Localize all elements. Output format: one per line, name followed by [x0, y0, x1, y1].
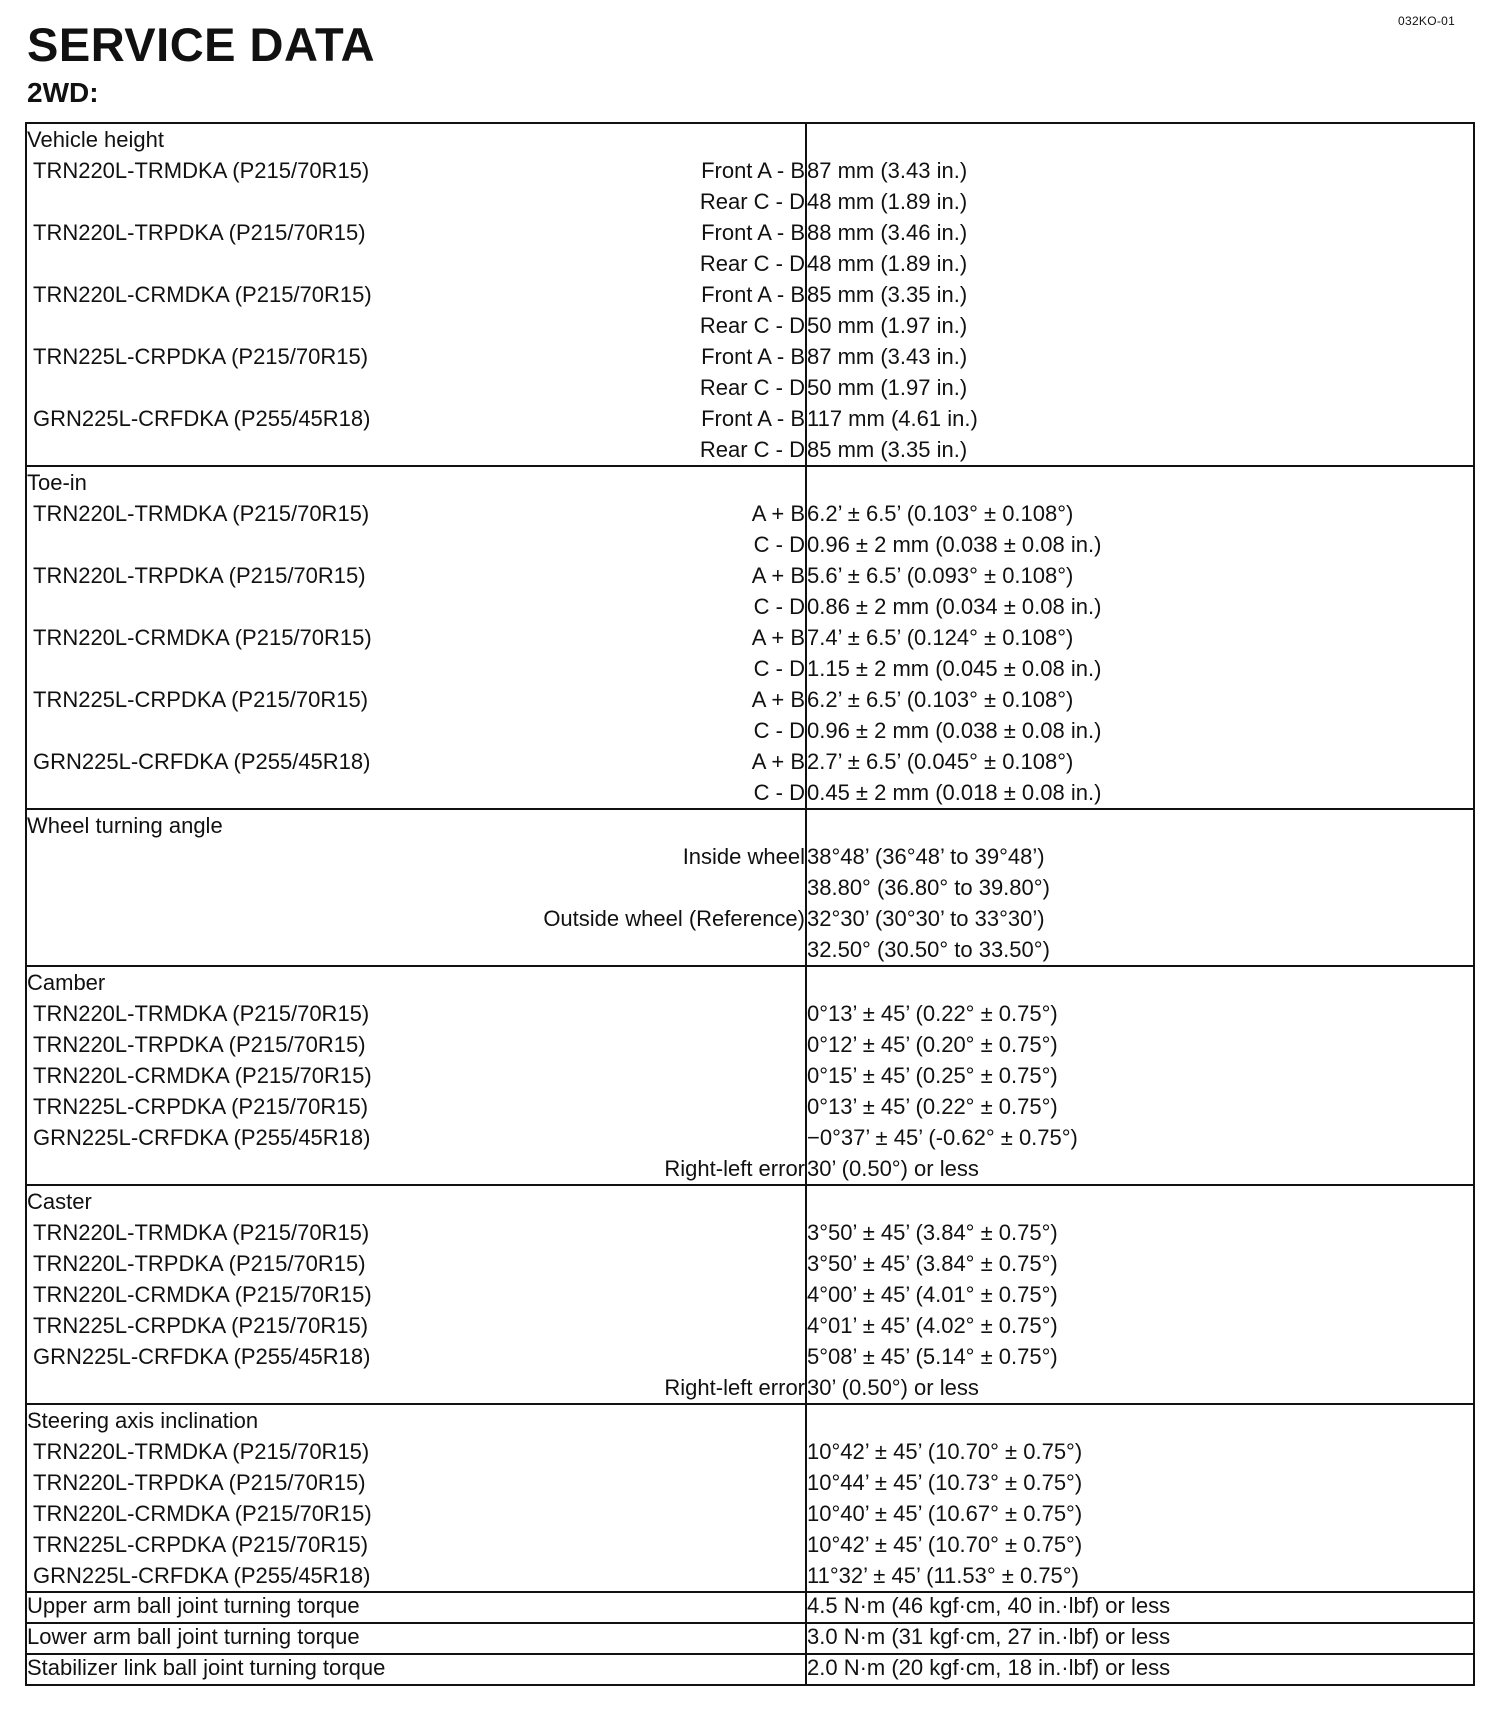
spec-value: −0°37’ ± 45’ (-0.62° ± 0.75°) [807, 1125, 1078, 1150]
spec-value: 38.80° (36.80° to 39.80°) [807, 875, 1050, 900]
measurement-condition: Front A - B [701, 282, 805, 307]
spec-row-label [27, 1122, 805, 1153]
measurement-condition: A + B [751, 687, 805, 712]
measurement-condition: Right-left error [664, 1156, 805, 1181]
section-title: Steering axis inclination [27, 1408, 259, 1433]
spec-value: 87 mm (3.43 in.) [807, 344, 968, 369]
service-data-table [25, 122, 1475, 1686]
spec-value: 4°00’ ± 45’ (4.01° ± 0.75°) [807, 1282, 1058, 1307]
spec-row-label [27, 872, 805, 903]
spec-row-label [27, 1029, 805, 1060]
section-steering-axis-inclination-values [806, 1404, 1474, 1592]
section-title-spacer [807, 1186, 1473, 1217]
section-title-spacer [807, 967, 1473, 998]
row-upper-arm-ball-joint-turning-torque [26, 1592, 1474, 1623]
section-camber [26, 966, 1474, 1185]
section-camber-labels [26, 966, 806, 1185]
section-wheel-turning-angle-values [806, 809, 1474, 966]
spec-value: 10°42’ ± 45’ (10.70° ± 0.75°) [807, 1439, 1083, 1464]
spec-value: 10°42’ ± 45’ (10.70° ± 0.75°) [807, 1532, 1083, 1557]
section-title: Vehicle height [27, 127, 164, 152]
measurement-condition: C - D [753, 718, 805, 743]
measurement-condition: C - D [753, 656, 805, 681]
spec-row-label [27, 529, 805, 560]
section-title-spacer [807, 124, 1473, 155]
section-title-spacer [807, 1405, 1473, 1436]
spec-row-label [27, 372, 805, 403]
spec-row-label [27, 1279, 805, 1310]
spec-row-label [27, 403, 805, 434]
spec-value: 5.6’ ± 6.5’ (0.093° ± 0.108°) [807, 563, 1074, 588]
model-code: TRN220L-CRMDKA (P215/70R15) [33, 1501, 372, 1526]
row-stabilizer-link-ball-joint-turning-torque [26, 1654, 1474, 1685]
measurement-condition: Front A - B [701, 220, 805, 245]
measurement-condition: Rear C - D [699, 251, 805, 276]
spec-value: 0.86 ± 2 mm (0.034 ± 0.08 in.) [807, 594, 1102, 619]
spec-value: 6.2’ ± 6.5’ (0.103° ± 0.108°) [807, 687, 1074, 712]
spec-value: 0.96 ± 2 mm (0.038 ± 0.08 in.) [807, 718, 1102, 743]
model-code: TRN220L-TRPDKA (P215/70R15) [33, 1032, 366, 1057]
spec-value: 0.45 ± 2 mm (0.018 ± 0.08 in.) [807, 780, 1102, 805]
service-data-table-body [26, 123, 1474, 1685]
section-toe-in [26, 466, 1474, 809]
model-code: TRN220L-TRMDKA (P215/70R15) [33, 1220, 370, 1245]
spec-value: 4.5 N·m (46 kgf·cm, 40 in.·lbf) or less [806, 1592, 1474, 1623]
model-code: TRN220L-TRPDKA (P215/70R15) [33, 1470, 366, 1495]
spec-row-label [27, 1091, 805, 1122]
page-subtitle: 2WD: [27, 77, 99, 108]
section-vehicle-height-labels [26, 123, 806, 466]
measurement-condition: A + B [751, 749, 805, 774]
model-code: TRN225L-CRPDKA (P215/70R15) [33, 344, 369, 369]
spec-value: 50 mm (1.97 in.) [807, 375, 968, 400]
row-lower-arm-ball-joint-turning-torque [26, 1623, 1474, 1654]
spec-row-label [27, 1341, 805, 1372]
section-wheel-turning-angle [26, 809, 1474, 966]
spec-value: 11°32’ ± 45’ (11.53° ± 0.75°) [807, 1563, 1079, 1588]
spec-label: Stabilizer link ball joint turning torque [26, 1654, 806, 1685]
spec-row-label [27, 1248, 805, 1279]
spec-row-label [27, 653, 805, 684]
spec-value: 32.50° (30.50° to 33.50°) [807, 937, 1050, 962]
spec-row-label [27, 1560, 805, 1591]
spec-row-label [27, 715, 805, 746]
spec-row-label [27, 310, 805, 341]
spec-row-label [27, 591, 805, 622]
spec-value: 30’ (0.50°) or less [807, 1156, 979, 1181]
measurement-condition: Inside wheel [682, 844, 805, 869]
spec-row-label [27, 498, 805, 529]
page-title: SERVICE DATA [27, 18, 376, 71]
section-toe-in-values [806, 466, 1474, 809]
spec-value: 30’ (0.50°) or less [807, 1375, 979, 1400]
section-vehicle-height-values [806, 123, 1474, 466]
measurement-condition: Front A - B [701, 344, 805, 369]
spec-value: 7.4’ ± 6.5’ (0.124° ± 0.108°) [807, 625, 1074, 650]
spec-value: 1.15 ± 2 mm (0.045 ± 0.08 in.) [807, 656, 1102, 681]
spec-value: 48 mm (1.89 in.) [807, 251, 968, 276]
model-code: TRN220L-TRMDKA (P215/70R15) [33, 501, 370, 526]
section-caster-values [806, 1185, 1474, 1404]
spec-row-label [27, 1310, 805, 1341]
section-toe-in-labels [26, 466, 806, 809]
section-title: Wheel turning angle [27, 813, 223, 838]
section-steering-axis-inclination-labels [26, 1404, 806, 1592]
spec-row-label [27, 903, 805, 934]
spec-value: 85 mm (3.35 in.) [807, 282, 968, 307]
measurement-condition: A + B [751, 501, 805, 526]
spec-row-label [27, 279, 805, 310]
spec-value: 50 mm (1.97 in.) [807, 313, 968, 338]
spec-value: 6.2’ ± 6.5’ (0.103° ± 0.108°) [807, 501, 1074, 526]
spec-value: 3.0 N·m (31 kgf·cm, 27 in.·lbf) or less [806, 1623, 1474, 1654]
spec-row-label [27, 560, 805, 591]
model-code: TRN220L-TRPDKA (P215/70R15) [33, 563, 366, 588]
model-code: GRN225L-CRFDKA (P255/45R18) [33, 1563, 371, 1588]
section-caster [26, 1185, 1474, 1404]
spec-value: 0°13’ ± 45’ (0.22° ± 0.75°) [807, 1094, 1058, 1119]
spec-value: 0°12’ ± 45’ (0.20° ± 0.75°) [807, 1032, 1058, 1057]
spec-row-label [27, 1372, 805, 1403]
spec-value: 88 mm (3.46 in.) [807, 220, 968, 245]
spec-value: 10°44’ ± 45’ (10.73° ± 0.75°) [807, 1470, 1083, 1495]
spec-row-label [27, 434, 805, 465]
section-title: Toe-in [27, 470, 87, 495]
model-code: TRN220L-TRMDKA (P215/70R15) [33, 1439, 370, 1464]
model-code: TRN225L-CRPDKA (P215/70R15) [33, 1313, 369, 1338]
measurement-condition: Rear C - D [699, 375, 805, 400]
spec-row-label [27, 1467, 805, 1498]
model-code: TRN220L-CRMDKA (P215/70R15) [33, 625, 372, 650]
section-vehicle-height [26, 123, 1474, 466]
measurement-condition: A + B [751, 563, 805, 588]
spec-label: Lower arm ball joint turning torque [26, 1623, 806, 1654]
spec-row-label [27, 1529, 805, 1560]
spec-row-label [27, 622, 805, 653]
spec-row-label [27, 1498, 805, 1529]
model-code: TRN220L-CRMDKA (P215/70R15) [33, 1063, 372, 1088]
model-code: TRN220L-CRMDKA (P215/70R15) [33, 1282, 372, 1307]
model-code: TRN220L-TRMDKA (P215/70R15) [33, 1001, 370, 1026]
spec-value: 38°48’ (36°48’ to 39°48’) [807, 844, 1045, 869]
spec-value: 48 mm (1.89 in.) [807, 189, 968, 214]
section-caster-labels [26, 1185, 806, 1404]
measurement-condition: Rear C - D [699, 313, 805, 338]
section-camber-values [806, 966, 1474, 1185]
model-code: TRN220L-CRMDKA (P215/70R15) [33, 282, 372, 307]
spec-label: Upper arm ball joint turning torque [26, 1592, 806, 1623]
spec-row-label [27, 1153, 805, 1184]
measurement-condition: Outside wheel (Reference) [543, 906, 805, 931]
measurement-condition: C - D [753, 780, 805, 805]
spec-row-label [27, 1060, 805, 1091]
measurement-condition: A + B [751, 625, 805, 650]
spec-row-label [27, 934, 805, 965]
model-code: TRN225L-CRPDKA (P215/70R15) [33, 1532, 369, 1557]
spec-value: 4°01’ ± 45’ (4.02° ± 0.75°) [807, 1313, 1058, 1338]
section-title: Caster [27, 1189, 92, 1214]
spec-value: 2.7’ ± 6.5’ (0.045° ± 0.108°) [807, 749, 1074, 774]
spec-row-label [27, 998, 805, 1029]
spec-row-label [27, 341, 805, 372]
model-code: TRN225L-CRPDKA (P215/70R15) [33, 687, 369, 712]
measurement-condition: Rear C - D [699, 437, 805, 462]
spec-value: 5°08’ ± 45’ (5.14° ± 0.75°) [807, 1344, 1058, 1369]
spec-value: 3°50’ ± 45’ (3.84° ± 0.75°) [807, 1251, 1058, 1276]
spec-value: 0°13’ ± 45’ (0.22° ± 0.75°) [807, 1001, 1058, 1026]
spec-row-label [27, 1217, 805, 1248]
spec-row-label [27, 1436, 805, 1467]
spec-row-label [27, 217, 805, 248]
section-title-spacer [807, 467, 1473, 498]
section-wheel-turning-angle-labels [26, 809, 806, 966]
measurement-condition: C - D [753, 594, 805, 619]
section-title-spacer [807, 810, 1473, 841]
model-code: TRN220L-TRPDKA (P215/70R15) [33, 1251, 366, 1276]
model-code: TRN220L-TRMDKA (P215/70R15) [33, 158, 370, 183]
measurement-condition: Front A - B [701, 158, 805, 183]
spec-row-label [27, 186, 805, 217]
spec-value: 3°50’ ± 45’ (3.84° ± 0.75°) [807, 1220, 1058, 1245]
spec-row-label [27, 777, 805, 808]
model-code: GRN225L-CRFDKA (P255/45R18) [33, 1344, 371, 1369]
spec-row-label [27, 248, 805, 279]
measurement-condition: C - D [753, 532, 805, 557]
section-title: Camber [27, 970, 106, 995]
document-code: 032KO-01 [1398, 14, 1456, 28]
spec-value: 2.0 N·m (20 kgf·cm, 18 in.·lbf) or less [806, 1654, 1474, 1685]
section-steering-axis-inclination [26, 1404, 1474, 1592]
spec-value: 87 mm (3.43 in.) [807, 158, 968, 183]
spec-row-label [27, 746, 805, 777]
model-code: TRN220L-TRPDKA (P215/70R15) [33, 220, 366, 245]
spec-row-label [27, 841, 805, 872]
measurement-condition: Front A - B [701, 406, 805, 431]
model-code: GRN225L-CRFDKA (P255/45R18) [33, 1125, 371, 1150]
measurement-condition: Rear C - D [699, 189, 805, 214]
spec-row-label [27, 155, 805, 186]
spec-value: 10°40’ ± 45’ (10.67° ± 0.75°) [807, 1501, 1083, 1526]
model-code: TRN225L-CRPDKA (P215/70R15) [33, 1094, 369, 1119]
spec-value: 32°30’ (30°30’ to 33°30’) [807, 906, 1045, 931]
spec-value: 85 mm (3.35 in.) [807, 437, 968, 462]
measurement-condition: Right-left error [664, 1375, 805, 1400]
model-code: GRN225L-CRFDKA (P255/45R18) [33, 406, 371, 431]
spec-value: 0°15’ ± 45’ (0.25° ± 0.75°) [807, 1063, 1058, 1088]
model-code: GRN225L-CRFDKA (P255/45R18) [33, 749, 371, 774]
spec-row-label [27, 684, 805, 715]
spec-value: 0.96 ± 2 mm (0.038 ± 0.08 in.) [807, 532, 1102, 557]
spec-value: 117 mm (4.61 in.) [807, 406, 978, 431]
